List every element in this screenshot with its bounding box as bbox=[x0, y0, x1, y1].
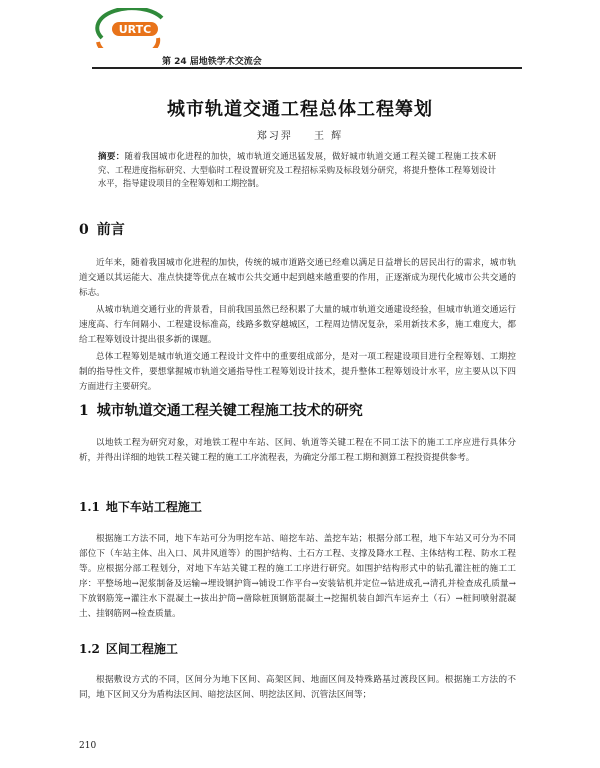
section-number: 0 bbox=[79, 222, 89, 238]
authors bbox=[0, 127, 600, 142]
header-divider bbox=[92, 67, 522, 69]
section-number: 1.2 bbox=[79, 642, 100, 656]
section-title: 地下车站工程施工 bbox=[105, 500, 202, 514]
svg-text:URTC: URTC bbox=[118, 23, 152, 36]
section-number: 1 bbox=[79, 403, 89, 419]
section-heading-1 bbox=[79, 400, 363, 420]
page-number: 210 bbox=[79, 741, 97, 751]
paragraph: 从城市轨道交通行业的背景看，目前我国虽然已经积累了大量的城市轨道交通建设经验，但城市轨道交通运行速度高、行车间隔小、工程建设标准高，线路多数穿越城区，工程周边情况复杂，采用新技术多，施工难度大，都给工程筹划设计提出很多新的课题。 bbox=[79, 305, 516, 345]
paragraph: 根据敷设方式的不同，区间分为地下区间、高架区间、地面区间及特殊路基过渡段区间。根据施工方法的不同，地下区间又分为盾构法区间、暗挖法区间、明挖法区间、沉管法区间等； bbox=[79, 675, 516, 700]
section-title: 城市轨道交通工程关键工程施工技术的研究 bbox=[96, 403, 363, 419]
section-title: 前言 bbox=[96, 222, 125, 238]
urtc-logo bbox=[92, 8, 170, 48]
paragraph: 近年来，随着我国城市化进程的加快，传统的城市道路交通已经难以满足日益增长的居民出行的需求，城市轨道交通以其运能大、准点快捷等优点在城市公共交通中起到越来越重要的作用，正逐渐成为现代化城市公共交通的标志。 bbox=[79, 258, 516, 298]
paragraph: 以地铁工程为研究对象，对地铁工程中车站、区间、轨道等关键工程在不同工法下的施工工序应进行具体分析，并得出详细的地铁工程关键工程的施工工序流程表，为确定分部工程工期和测算工程投资提供参考。 bbox=[79, 438, 516, 463]
abstract-text: 随着我国城市化进程的加快，城市轨道交通迅猛发展，做好城市轨道交通工程关键工程施工技术研究、工程进度指标研究、大型临时工程设置研究及工程招标采购及标段划分研究，将提升整体工程筹划设计水平，指导建设项目的全程筹划和工期控制。 bbox=[98, 151, 496, 188]
subsection-heading-1-1 bbox=[79, 498, 202, 515]
paragraph: 总体工程筹划是城市轨道交通工程设计文件中的重要组成部分，是对一项工程建设项目进行全程筹划、工期控制的指导性文件，要想掌握城市轨道交通指导性工程筹划设计技术，提升整体工程筹划设计水平，应主要从以下四方面进行主要研究。 bbox=[79, 352, 516, 392]
conference-name: 第 24 届地铁学术交流会 bbox=[162, 57, 262, 67]
urtc-logo-graphic bbox=[92, 8, 170, 48]
section-number: 1.1 bbox=[79, 500, 100, 514]
author-1: 郑习羿 bbox=[256, 131, 293, 142]
abstract bbox=[98, 150, 496, 190]
abstract-label: 摘要： bbox=[98, 152, 125, 162]
paragraph: 根据施工方法不同，地下车站可分为明挖车站、暗挖车站、盖挖车站；根据分部工程，地下车站又可分为不同部位下（车站主体、出入口、风井风道等）的围护结构、土石方工程、支撑及降水工程、主体结构工程、防水工程等。应根据分部工程划分，对地下车站关键工程的施工工序进行研究。如围护结构形式中的钻孔灌注桩的施工工序：平整场地→泥浆制备及运输→埋设钢护筒→铺设工作平台→安装钻机并定位→钻进成孔→清孔并检查成孔质量→下放钢筋笼→灌注水下混凝土→拔出护筒→凿除桩顶钢筋混凝土→挖掘机装自卸汽车运弃土（石）→桩间喷射混凝土、挂钢筋网→检查质量。 bbox=[79, 534, 516, 619]
author-2: 王 辉 bbox=[314, 131, 344, 142]
section-title: 区间工程施工 bbox=[105, 642, 178, 656]
section-heading-0 bbox=[79, 219, 125, 239]
subsection-heading-1-2 bbox=[79, 640, 178, 657]
paper-title: 城市轨道交通工程总体工程筹划 bbox=[167, 99, 433, 120]
